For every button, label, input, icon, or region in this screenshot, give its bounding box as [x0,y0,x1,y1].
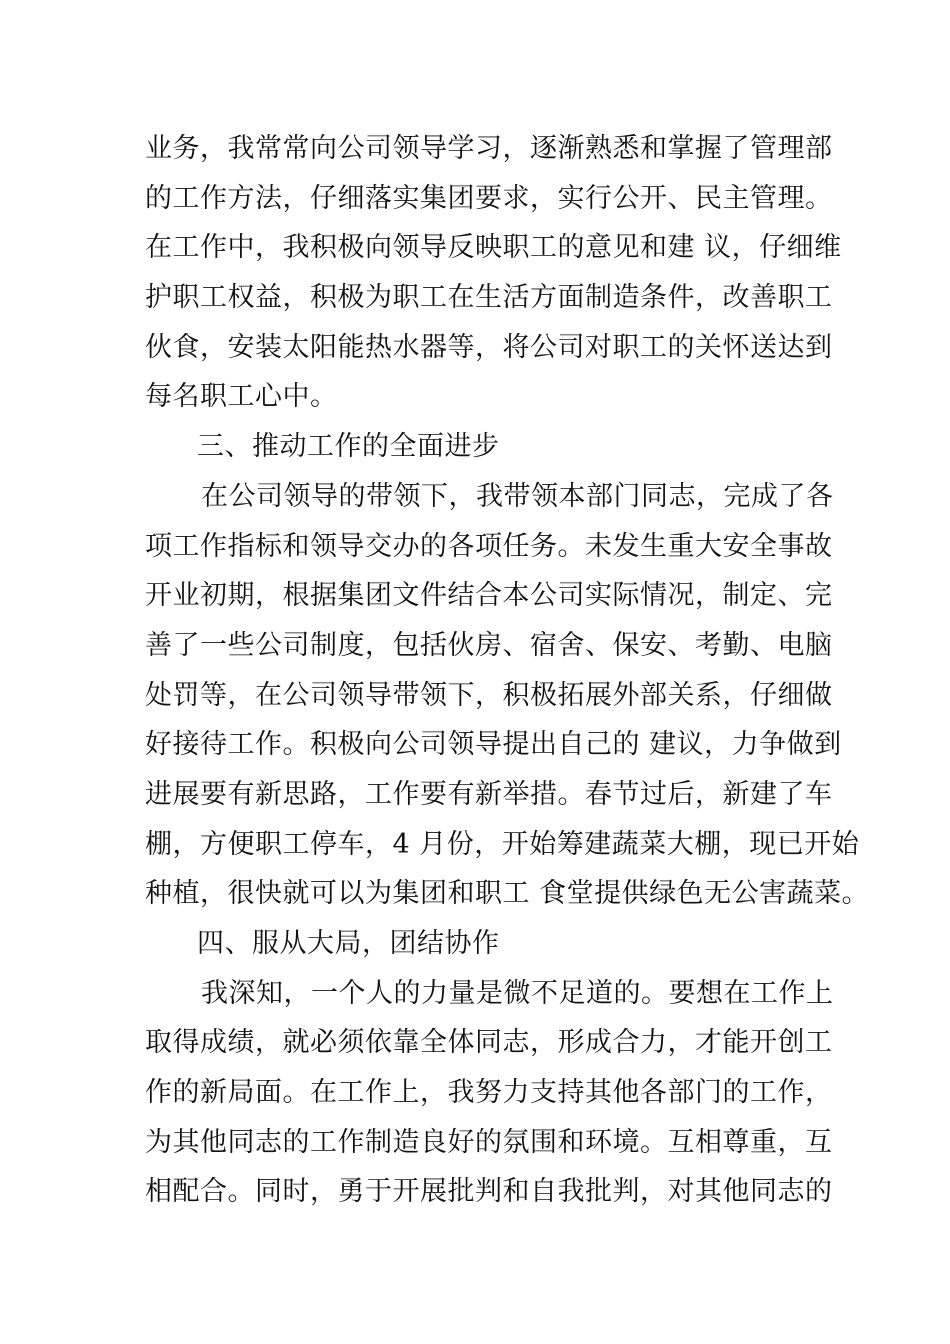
text-line: 相配合。同时，勇于开展批判和自我批判，对其他同志的 [145,1176,833,1208]
text-line: 业务，我常常向公司领导学习，逐渐熟悉和掌握了管理部 [145,133,833,164]
text-line: 棚，方便职工停车，4 月份，开始筹建蔬菜大棚，现已开始 [145,828,860,860]
text-line: 在工作中，我积极向领导反映职工的意见和建 议，仔细维 [145,232,842,264]
text-line: 为其他同志的工作制造良好的氛围和环境。互相尊重，互 [145,1126,833,1158]
text-line: 取得成绩，就必须依靠全体同志，形成合力，才能开创工 [145,1027,833,1059]
text-line: 伙食，安装太阳能热水器等，将公司对职工的关怀送达到 [145,331,833,363]
text-line: 开业初期，根据集团文件结合本公司实际情况，制定、完 [145,580,833,612]
text-line: 种植，很快就可以为集团和职工 食堂提供绿色无公害蔬菜。 [145,878,870,910]
text-line: 好接待工作。积极向公司领导提出自己的 建议，力争做到 [145,729,842,761]
text-line: 我深知，一个人的力量是微不足道的。要想在工作上 [201,977,834,1009]
text-line: 每名职工心中。 [145,381,338,413]
text-line: 善了一些公司制度，包括伙房、宿舍、保安、考勤、电脑 [145,629,833,661]
section-heading: 四、服从大局，团结协作 [197,928,500,959]
text-line: 作的新局面。在工作上，我努力支持其他各部门的工作， [145,1077,833,1109]
text-line: 护职工权益，积极为职工在生活方面制造条件，改善职工 [145,282,833,314]
text-line: 项工作指标和领导交办的各项任务。未发生重大安全事故 [145,530,833,562]
text-line: 进展要有新思路，工作要有新举措。春节过后，新建了车 [145,778,833,810]
text-line: 处罚等，在公司领导带领下，积极拓展外部关系，仔细做 [145,679,833,711]
text-line: 在公司领导的带领下，我带领本部门同志，完成了各 [201,480,834,512]
text-line: 的工作方法，仔细落实集团要求，实行公开、民主管理。 [145,182,833,214]
section-heading: 三、推动工作的全面进步 [197,431,500,463]
document-body [145,124,870,1217]
